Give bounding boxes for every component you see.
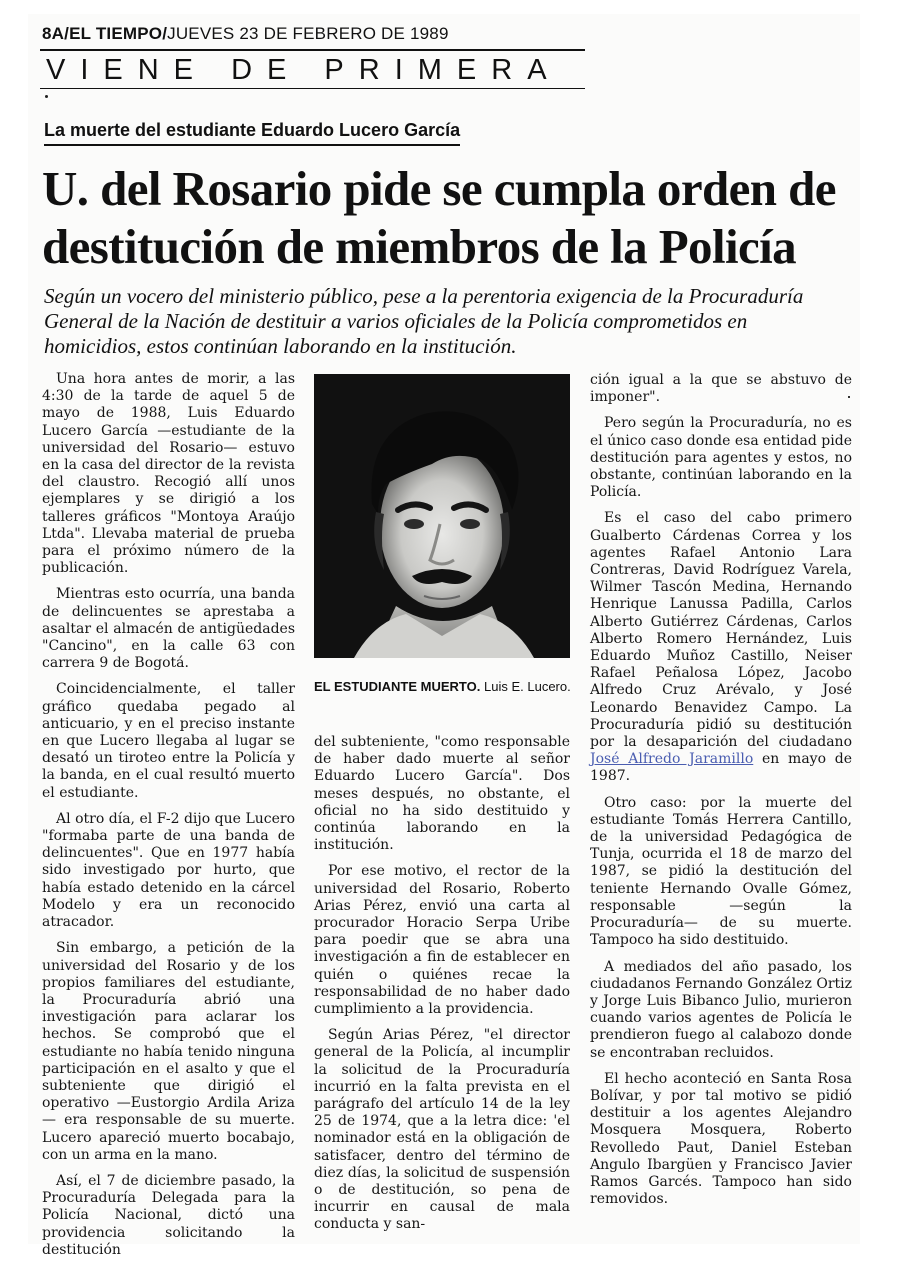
- caption-bold: EL ESTUDIANTE MUERTO.: [314, 679, 481, 694]
- photo-caption: [314, 678, 572, 695]
- ink-mark: [848, 396, 850, 398]
- folio-paper-name: EL TIEMPO: [69, 24, 163, 43]
- paragraph: El hecho aconteció en Santa Rosa Bolívar, y por tal motivo se pidió destituir a los agentes Alejandro Mosquera Mosquera, Roberto Revolledo Paut, Daniel Esteban Angulo Ibargüen y Francisco Javier Ramos Garcés. Tampoco han sido removidos.: [590, 1070, 852, 1208]
- caption-text: Luis E. Lucero.: [484, 679, 571, 694]
- article-column-1: [42, 371, 295, 1268]
- paragraph: Mientras esto ocurría, una banda de delincuentes se aprestaba a asaltar el almacén de antigüedades "Cancino", en la calle 63 con carrera 9 de Bogotá.: [42, 586, 295, 672]
- paragraph: Otro caso: por la muerte del estudiante Tomás Herrera Cantillo, de la universidad Pedagógica de Tunja, ocurrida el 18 de marzo del 1987, se pidió la destitución del teniente Hernando Ovalle Gómez, responsable —según la Procuraduría— de su muerte. Tampoco ha sido destituido.: [590, 794, 852, 949]
- name-link[interactable]: José Alfredo Jaramillo: [590, 751, 754, 768]
- paragraph-text-end: en mayo de 1987.: [590, 751, 852, 785]
- paragraph-text: Es el caso del cabo primero Gualberto Cárdenas Correa y los agentes Rafael Antonio Lara Contreras, David Rodríguez Varela, Wilmer Tascón Medina, Hernando Henrique Lanussa Padilla, Carlos Alberto Gutiérrez Cárdenas, Carlos Alberto Romero Hernández, Luis Eduardo Muñoz Castillo, Neiser Rafael Peñalosa López, Jacobo Alfredo Cruz Arévalo, y José Leonardo Benavidez Campo. La Procuraduría pidió su destitución por la desaparición del ciudadano: [590, 510, 852, 751]
- page-folio: 8A/EL TIEMPO/JUEVES 23 DE FEBRERO DE 1989: [42, 24, 449, 43]
- portrait-image: [314, 374, 570, 658]
- paragraph: [590, 510, 852, 785]
- paragraph: Una hora antes de morir, a las 4:30 de la tarde de aquel 5 de mayo de 1988, Luis Eduardo Lucero García —estudiante de la universidad del Rosario— estuvo en la casa del director de la revista del claustro. Recogió allí unos ejemplares y se dirigió a los talleres gráficos "Montoya Araújo Ltda". Llevaba material de prueba para el próximo número de la publicación.: [42, 371, 295, 577]
- article-column-2: [314, 734, 570, 1243]
- kicker: La muerte del estudiante Eduardo Lucero García: [44, 120, 460, 146]
- article-column-3: [590, 372, 852, 1217]
- headline: U. del Rosario pide se cumpla orden de destitución de miembros de la Policía: [42, 161, 836, 274]
- paragraph: A mediados del año pasado, los ciudadanos Fernando González Ortiz y Jorge Luis Bibanco Julio, murieron cuando varios agentes de Policía le prendieron fuego al calabozo donde se encontraban recluidos.: [590, 958, 852, 1061]
- student-photo: [314, 374, 570, 658]
- ink-dot: [45, 95, 48, 98]
- folio-page-number: 8A: [42, 24, 65, 43]
- paragraph: Según Arias Pérez, "el director general de la Policía, al incumplir la solicitud de la Procuraduría incurrió en la falta prevista en el parágrafo del artículo 14 de la ley 25 de 1974, que a la letra dice: 'el nominador está en la obligación de satisfacer, dentro del término de diez días, la solicitud de suspensión o de destitución, so pena de incurrir en causal de mala conducta y san-: [314, 1027, 570, 1233]
- paragraph: Coincidencialmente, el taller gráfico quedaba pegado al anticuario, y en el preciso instante en que Lucero llegaba al lugar se desató un tiroteo entre la Policía y la banda, en el cual resultó muerto el estudiante.: [42, 681, 295, 801]
- folio-date: JUEVES 23 DE FEBRERO DE 1989: [167, 24, 449, 43]
- deck: Según un vocero del ministerio público, pese a la perentoria exigencia de la Procuraduría General de la Nación de destituir a varios oficiales de la Policía comprometidos en homicidios, estos continúan laborando en la institución.: [44, 284, 804, 358]
- folio-rule: [40, 49, 585, 51]
- paragraph: Pero según la Procuraduría, no es el único caso donde esa entidad pide destitución para agentes y estos, no obstante, continúan laborando en la Policía.: [590, 415, 852, 501]
- paragraph: del subteniente, "como responsable de haber dado muerte al señor Eduardo Lucero García". Dos meses después, no obstante, el oficial no ha sido destituido y continúa laborando en la institución.: [314, 734, 570, 854]
- paragraph: ción igual a la que se abstuvo de imponer".: [590, 372, 852, 406]
- section-label: VIENE DE PRIMERA: [46, 54, 562, 86]
- paragraph: Sin embargo, a petición de la universidad del Rosario y de los propios familiares del estudiante, la Procuraduría abrió una investigación para aclarar los hechos. Se comprobó que el estudiante no había tenido ninguna participación en el asalto y que el subteniente que dirigió el operativo —Eustorgio Ardila Ariza— era responsable de su muerte. Lucero apareció muerto bocabajo, con un arma en la mano.: [42, 940, 295, 1163]
- paragraph: Por ese motivo, el rector de la universidad del Rosario, Roberto Arias Pérez, envió una carta al procurador Horacio Serpa Uribe para poedir que se abra una investigación a fin de establecer en quién o quiénes recae la responsabilidad de no haber dado cumplimiento a la providencia.: [314, 863, 570, 1018]
- section-rule: [40, 88, 585, 89]
- paragraph: Al otro día, el F-2 dijo que Lucero "formaba parte de una banda de delincuentes". Que en 1977 había sido investigado por hurto, que había estado detenido en la cárcel Modelo y era un reconocido atracador.: [42, 810, 295, 931]
- paragraph: Así, el 7 de diciembre pasado, la Procuraduría Delegada para la Policía Nacional, dictó una providencia solicitando la destitución: [42, 1172, 295, 1258]
